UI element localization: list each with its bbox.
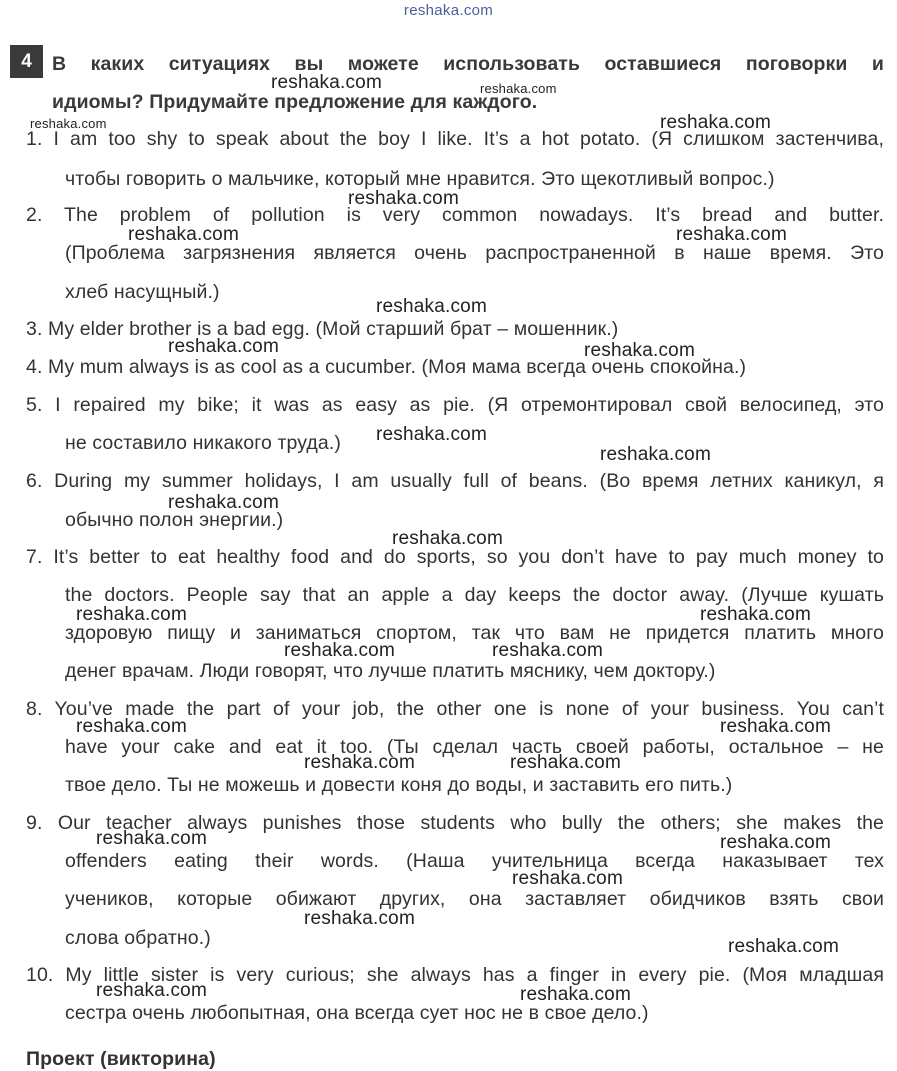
watermark: reshaka.com (728, 936, 839, 957)
watermark: reshaka.com (510, 752, 621, 773)
watermark: reshaka.com (76, 604, 187, 625)
watermark: reshaka.com (584, 340, 695, 361)
answer-line-5: хлеб насущный.) (65, 281, 220, 303)
watermark: reshaka.com (128, 224, 239, 245)
watermark: reshaka.com (348, 188, 459, 209)
watermark: reshaka.com (480, 81, 557, 96)
answer-line-15: денег врачам. Люди говорят, что лучше платить мяснику, чем доктору.) (65, 660, 716, 682)
answer-line-4: (Проблема загрязнения является очень распространенной в наше время. Это (65, 242, 884, 264)
task-heading-line-1: В каких ситуациях вы можете использовать оставшиеся поговорки и (52, 53, 884, 75)
watermark: reshaka.com (512, 868, 623, 889)
answer-line-11: обычно полон энергии.) (65, 509, 284, 531)
answer-line-10: 6. During my summer holidays, I am usually full of beans. (Во время летних каникул, я (26, 470, 884, 492)
watermark-top: reshaka.com (403, 2, 494, 19)
watermark: reshaka.com (96, 828, 207, 849)
answer-line-2: чтобы говорить о мальчике, который мне нравится. Это щекотливый вопрос.) (65, 168, 775, 190)
answer-line-12: 7. It’s better to eat healthy food and do sports, so you don’t have to pay much money to (26, 546, 884, 568)
answer-line-1: 1. I am too shy to speak about the boy I like. It’s a hot potato. (Я слишком застенчива, (26, 128, 884, 150)
watermark: reshaka.com (304, 752, 415, 773)
watermark: reshaka.com (30, 116, 107, 131)
answer-line-9: не составило никакого труда.) (65, 432, 341, 454)
answer-line-19: 9. Our teacher always punishes those students who bully the others; she makes the (26, 812, 884, 834)
watermark: reshaka.com (720, 832, 831, 853)
answer-line-18: твое дело. Ты не можешь и довести коня до воды, и заставить его пить.) (65, 774, 733, 796)
watermark: reshaka.com (520, 984, 631, 1005)
section-title: Проект (викторина) (26, 1048, 216, 1070)
watermark: reshaka.com (600, 444, 711, 465)
watermark: reshaka.com (168, 492, 279, 513)
answer-line-3: 2. The problem of pollution is very common nowadays. It’s bread and butter. (26, 204, 884, 226)
watermark: reshaka.com (76, 716, 187, 737)
answer-line-16: 8. You’ve made the part of your job, the other one is none of your business. You can’t (26, 698, 884, 720)
task-number-badge: 4 (10, 45, 43, 78)
answer-line-21: учеников, которые обижают других, она заставляет обидчиков взять свои (65, 888, 884, 910)
watermark: reshaka.com (271, 72, 382, 93)
watermark: reshaka.com (676, 224, 787, 245)
watermark: reshaka.com (376, 296, 487, 317)
answer-line-8: 5. I repaired my bike; it was as easy as pie. (Я отремонтировал свой велосипед, это (26, 394, 884, 416)
answer-line-17: have your cake and eat it too. (Ты сделал часть своей работы, остальное – не (65, 736, 884, 758)
watermark: reshaka.com (284, 640, 395, 661)
task-heading-line-2: идиомы? Придумайте предложение для каждого. (52, 91, 538, 113)
watermark: reshaka.com (96, 980, 207, 1001)
watermark: reshaka.com (168, 336, 279, 357)
answer-line-7: 4. My mum always is as cool as a cucumber. (Моя мама всегда очень спокойна.) (26, 356, 747, 378)
answer-line-23: 10. My little sister is very curious; she always has a finger in every pie. (Моя младшая (26, 964, 884, 986)
watermark: reshaka.com (700, 604, 811, 625)
answer-line-14: здоровую пищу и заниматься спортом, так что вам не придется платить много (65, 622, 884, 644)
watermark: reshaka.com (492, 640, 603, 661)
watermark: reshaka.com (376, 424, 487, 445)
answer-line-6: 3. My elder brother is a bad egg. (Мой старший брат – мошенник.) (26, 318, 619, 340)
answer-line-13: the doctors. People say that an apple a day keeps the doctor away. (Лучше кушать (65, 584, 884, 606)
answer-line-20: offenders eating their words. (Наша учительница всегда наказывает тех (65, 850, 884, 872)
watermark: reshaka.com (720, 716, 831, 737)
answer-line-24: сестра очень любопытная, она всегда сует нос не в свое дело.) (65, 1002, 649, 1024)
watermark: reshaka.com (304, 908, 415, 929)
answer-line-22: слова обратно.) (65, 927, 211, 949)
watermark: reshaka.com (660, 112, 771, 133)
watermark: reshaka.com (392, 528, 503, 549)
